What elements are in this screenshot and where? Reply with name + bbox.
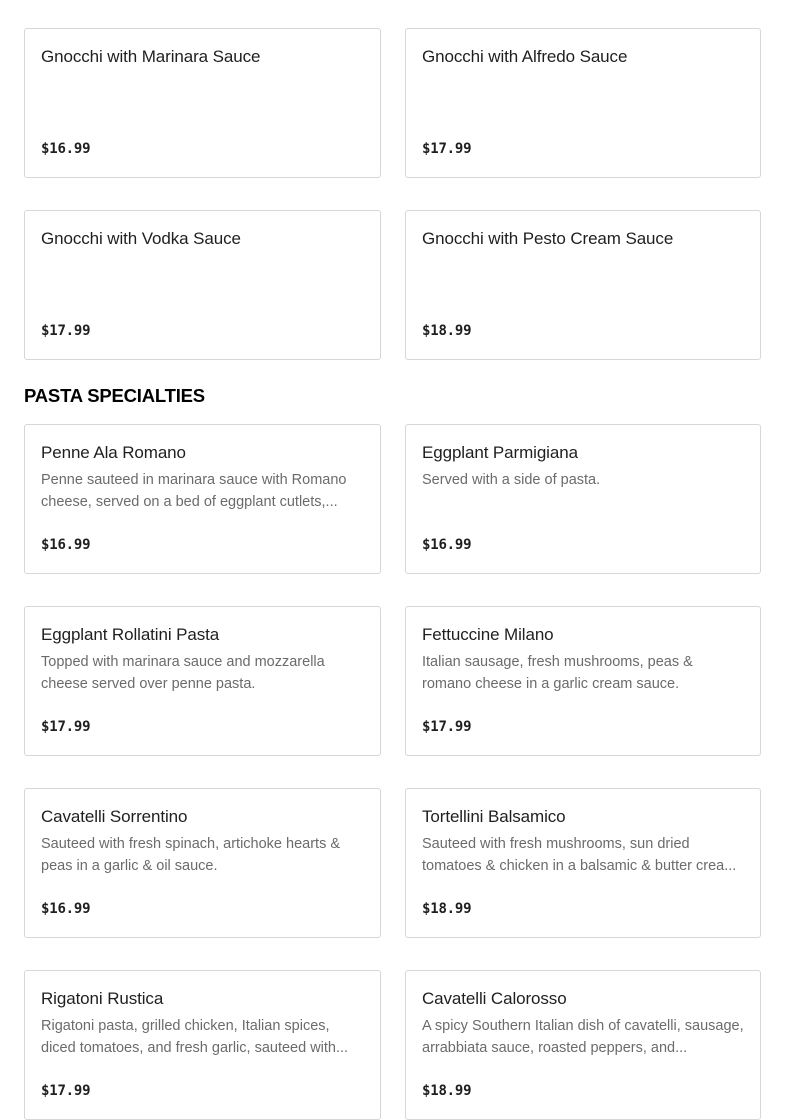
menu-item-name: Cavatelli Calorosso bbox=[422, 989, 567, 1008]
menu-item-name: Gnocchi with Pesto Cream Sauce bbox=[422, 229, 674, 248]
menu-item-card[interactable] bbox=[24, 28, 381, 178]
menu-item-description: A spicy Southern Italian dish of cavatelli, sausage, arrabbiata sauce, roasted peppers, and... bbox=[422, 1018, 744, 1056]
section-title: PASTA SPECIALTIES bbox=[24, 385, 205, 406]
menu-item-description: Topped with marinara sauce and mozzarella cheese served over penne pasta. bbox=[41, 654, 325, 692]
menu-item-description: Served with a side of pasta. bbox=[422, 472, 601, 488]
menu-item-card[interactable] bbox=[24, 210, 381, 360]
menu-item-name: Cavatelli Sorrentino bbox=[41, 807, 188, 826]
menu-item-card[interactable] bbox=[405, 210, 761, 360]
menu-item-name: Fettuccine Milano bbox=[422, 625, 554, 644]
menu-item-price: $16.99 bbox=[41, 141, 91, 157]
menu-item-card[interactable] bbox=[24, 788, 381, 938]
menu-item-card[interactable] bbox=[24, 970, 381, 1120]
menu-item-name: Eggplant Rollatini Pasta bbox=[41, 625, 220, 644]
menu-item-description: Sauteed with fresh spinach, artichoke hearts & peas in a garlic & oil sauce. bbox=[41, 836, 341, 874]
menu-item-price: $18.99 bbox=[422, 901, 472, 917]
menu-item-price: $17.99 bbox=[422, 141, 472, 157]
menu-item-card[interactable] bbox=[405, 970, 761, 1120]
menu-item-name: Gnocchi with Vodka Sauce bbox=[41, 229, 241, 248]
menu-item-card[interactable] bbox=[405, 606, 761, 756]
menu-item-price: $18.99 bbox=[422, 323, 472, 339]
menu-item-name: Eggplant Parmigiana bbox=[422, 443, 578, 462]
menu-item-name: Gnocchi with Marinara Sauce bbox=[41, 47, 261, 66]
menu-item-card[interactable] bbox=[405, 424, 761, 574]
menu-item-price: $16.99 bbox=[41, 537, 91, 553]
menu-item-price: $17.99 bbox=[422, 719, 472, 735]
menu-item-name: Penne Ala Romano bbox=[41, 443, 186, 462]
menu-item-price: $18.99 bbox=[422, 1083, 472, 1099]
menu-item-price: $16.99 bbox=[41, 901, 91, 917]
menu-item-card[interactable] bbox=[24, 424, 381, 574]
menu-item-description: Rigatoni pasta, grilled chicken, Italian spices, diced tomatoes, and fresh garlic, sauteed with... bbox=[41, 1018, 349, 1056]
menu-item-card[interactable] bbox=[24, 606, 381, 756]
menu-item-name: Rigatoni Rustica bbox=[41, 989, 164, 1008]
menu-item-price: $17.99 bbox=[41, 323, 91, 339]
menu-item-description: Sauteed with fresh mushrooms, sun dried tomatoes & chicken in a balsamic & butter crea... bbox=[422, 836, 737, 874]
menu-item-price: $17.99 bbox=[41, 719, 91, 735]
menu-item-description: Italian sausage, fresh mushrooms, peas & romano cheese in a garlic cream sauce. bbox=[422, 654, 693, 692]
menu-item-price: $16.99 bbox=[422, 537, 472, 553]
menu-item-card[interactable] bbox=[405, 28, 761, 178]
menu-item-name: Tortellini Balsamico bbox=[422, 807, 566, 826]
menu-item-price: $17.99 bbox=[41, 1083, 91, 1099]
menu-item-description: Penne sauteed in marinara sauce with Romano cheese, served on a bed of eggplant cutlets,... bbox=[41, 472, 347, 510]
menu-item-card[interactable] bbox=[405, 788, 761, 938]
menu-item-name: Gnocchi with Alfredo Sauce bbox=[422, 47, 628, 66]
